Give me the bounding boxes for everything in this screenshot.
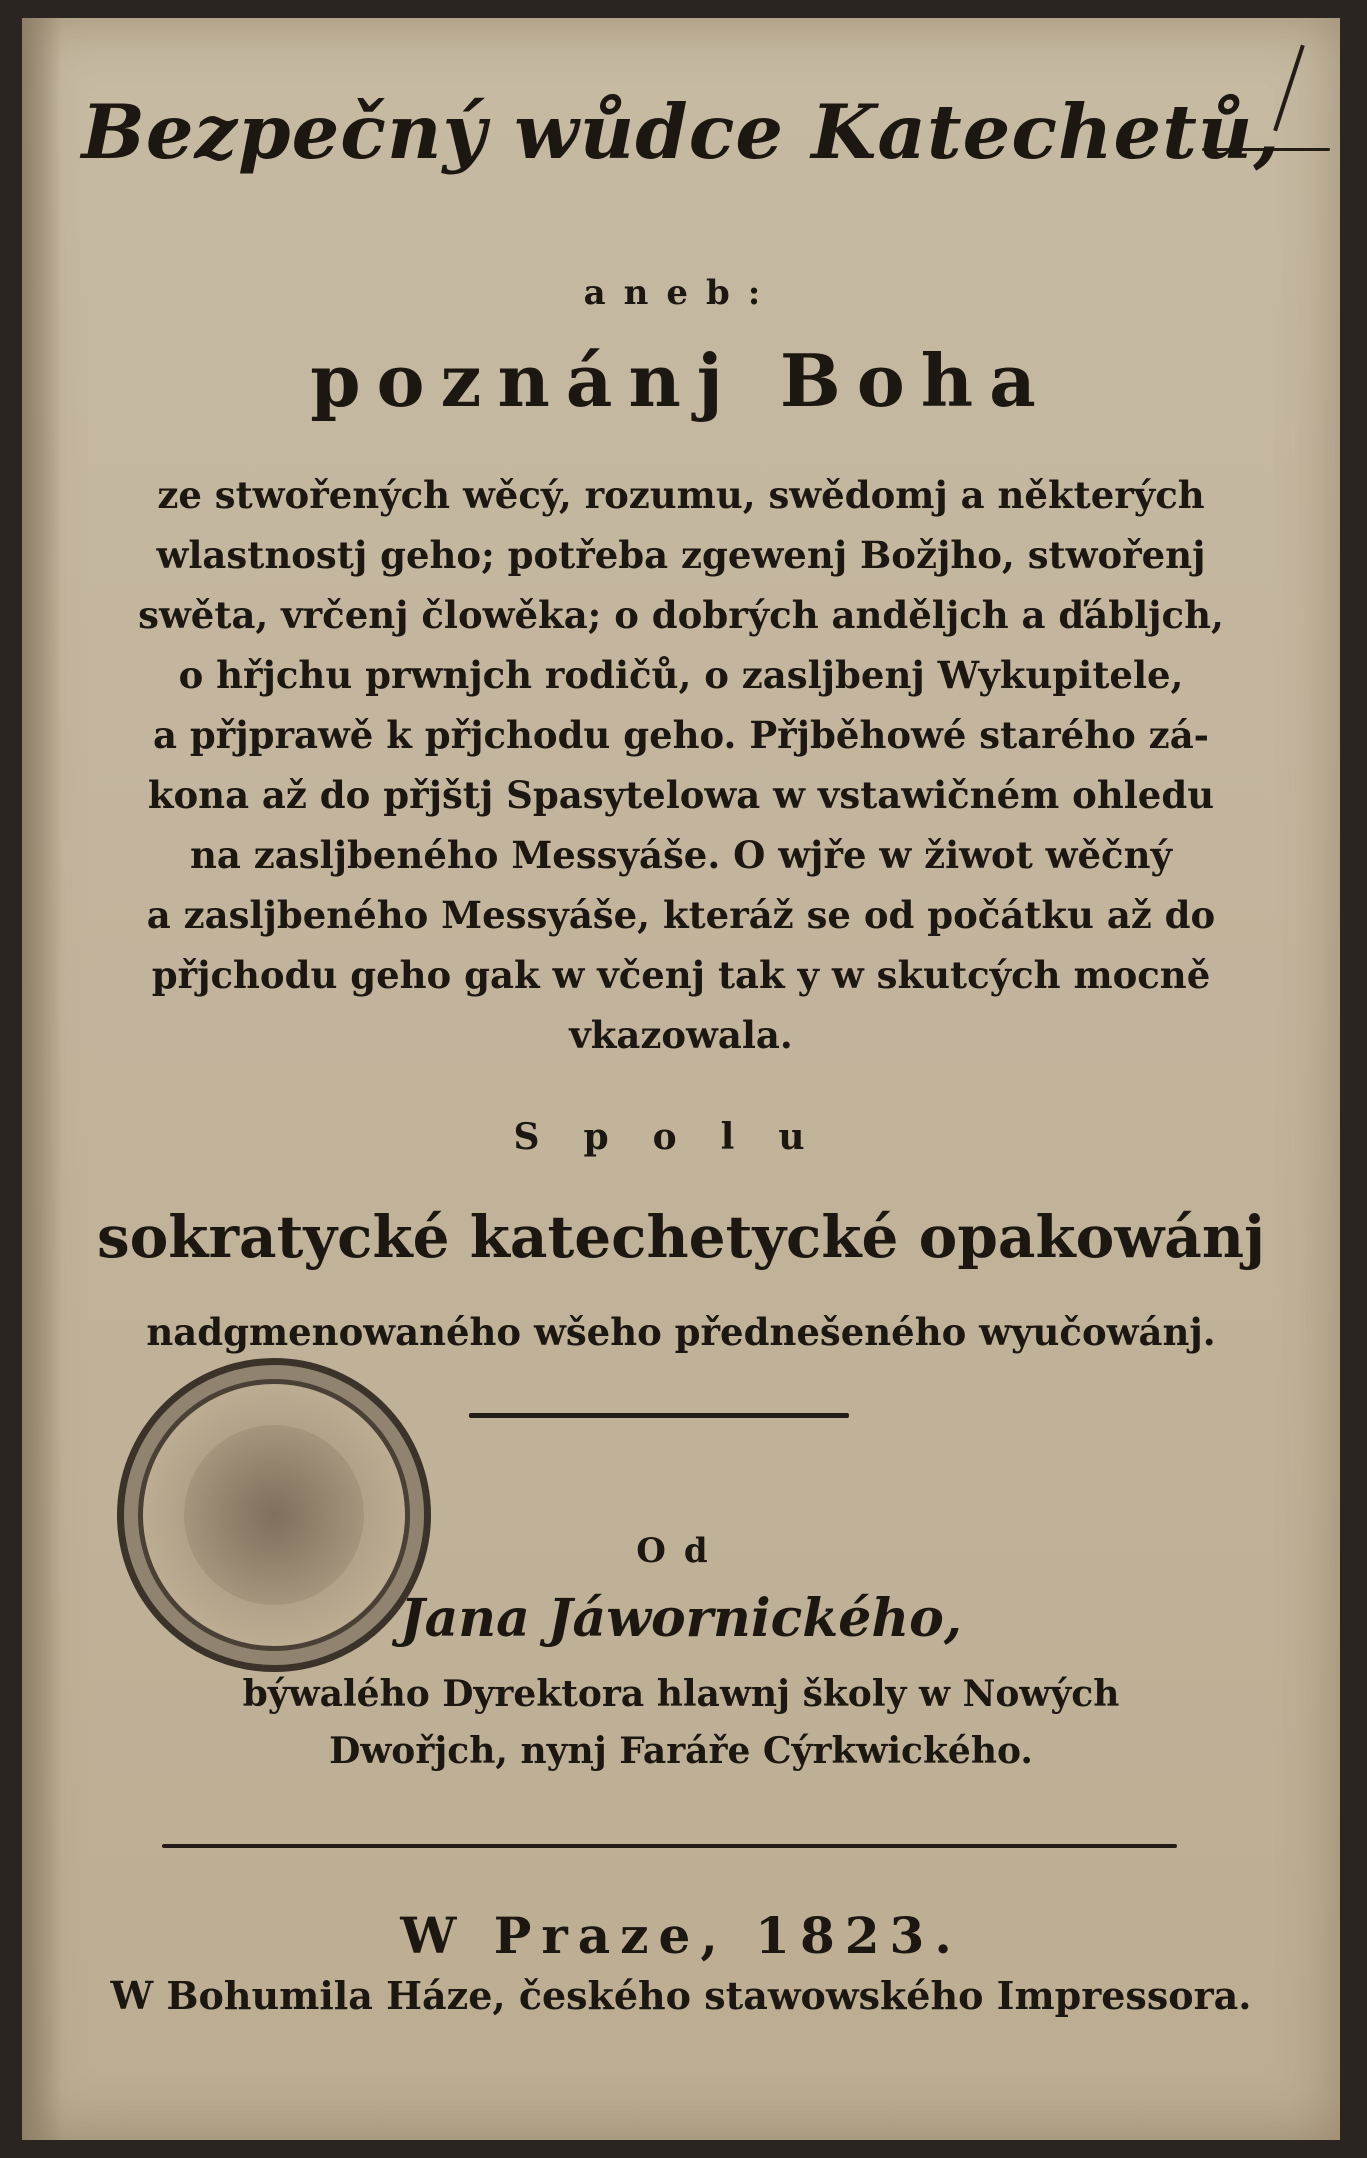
body-line: a přjprawě k přjchodu geho. Přjběhowé starého zá- bbox=[152, 713, 1210, 757]
author-affiliation: býwalého Dyrektora hlawnj školy w Nowých bbox=[242, 1673, 1120, 1715]
body-line: kona až do přjštj Spasytelowa w vstawičném ohledu bbox=[147, 773, 1215, 817]
book-title: Bezpečný wůdce Katechetů, bbox=[81, 88, 1281, 176]
body-line: ze stwořených wěcý, rozumu, swědomj a některých bbox=[157, 473, 1205, 517]
author-affiliation: Dwořjch, nynj Faráře Cýrkwického. bbox=[329, 1730, 1033, 1772]
title-page bbox=[22, 18, 1340, 2140]
printer-line: W Bohumila Háze, českého stawowského Impressora. bbox=[110, 1973, 1252, 2018]
body-line: wlastnostj geho; potřeba zgewenj Božjho, stwořenj bbox=[156, 533, 1206, 577]
body-line: na zasljbeného Messyáše. O wjře w žiwot wěčný bbox=[190, 833, 1172, 877]
aneb-label: aneb: bbox=[583, 273, 779, 313]
section-subheading: nadgmenowaného wšeho přednešeného wyučowánj. bbox=[146, 1310, 1216, 1354]
body-line: a zasljbeného Messyáše, kteráž se od počátku až do bbox=[146, 893, 1216, 937]
body-line: o hřjchu prwnjch rodičů, o zasljbenj Wykupitele, bbox=[178, 653, 1184, 697]
body-line: vkazowala. bbox=[569, 1013, 793, 1057]
page-spine-shadow bbox=[22, 18, 62, 2140]
author-name: Jana Jáwornického, bbox=[400, 1588, 962, 1649]
od-label: Od bbox=[636, 1531, 726, 1571]
place-date: W Praze, 1823. bbox=[400, 1906, 962, 1965]
subtitle: poznánj Boha bbox=[310, 338, 1052, 423]
section-heading: sokratycké katechetycké opakowánj bbox=[96, 1203, 1266, 1271]
divider-short bbox=[469, 1413, 849, 1418]
spolu-label: Spolu bbox=[513, 1116, 849, 1158]
stamp-center bbox=[184, 1425, 364, 1605]
divider-long bbox=[162, 1844, 1177, 1848]
body-line: přjchodu geho gak w včenj tak y w skutcých mocně bbox=[151, 953, 1211, 997]
body-line: swěta, vrčenj člowěka; o dobrých anděljch a ďábljch, bbox=[138, 593, 1224, 637]
